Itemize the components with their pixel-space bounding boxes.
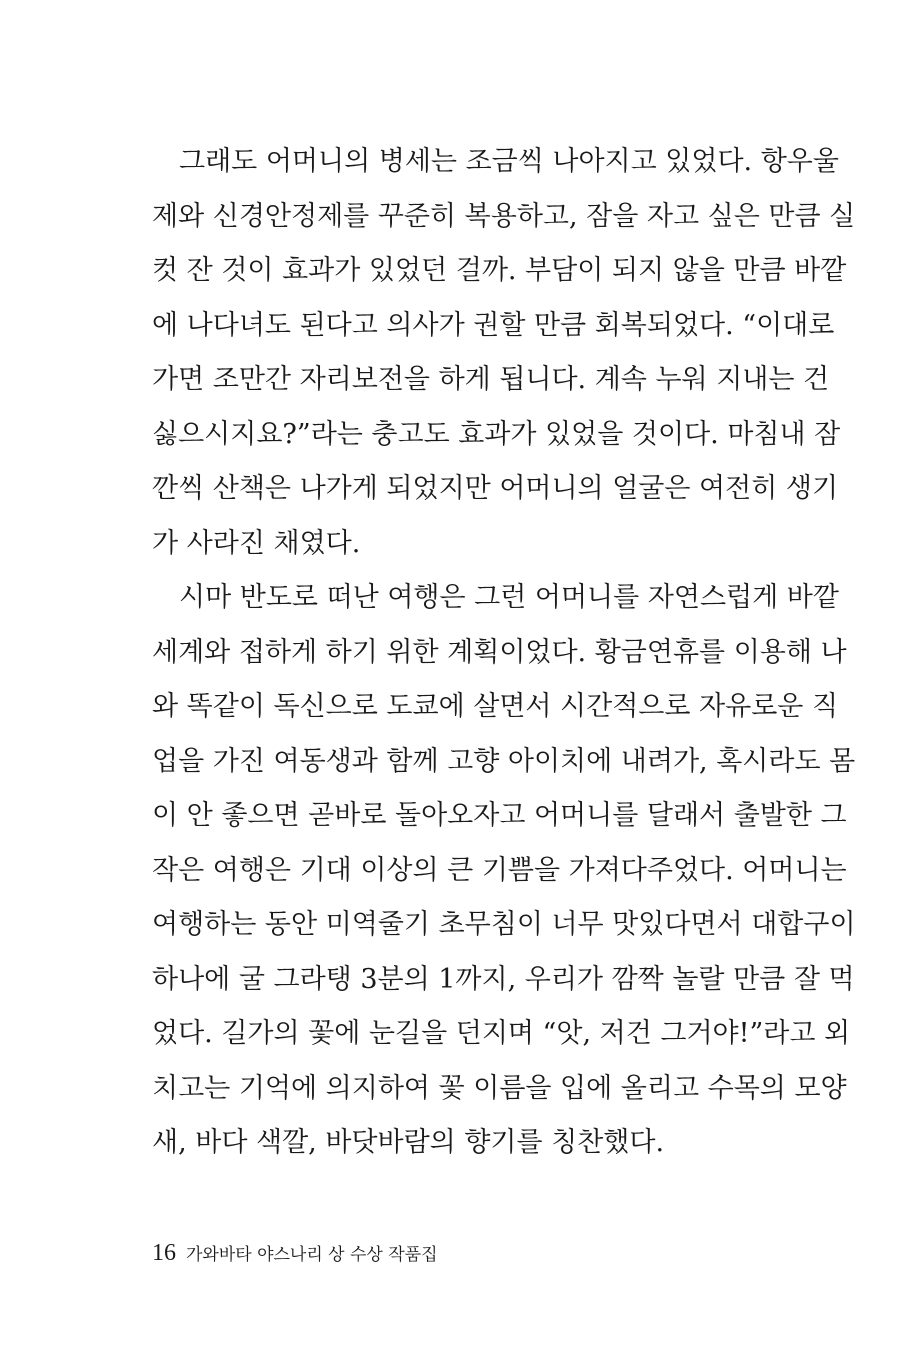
text-line: 하나에 굴 그라탱 3분의 1까지, 우리가 깜짝 놀랄 만큼 잘 먹 (152, 963, 855, 995)
page-footer (152, 1240, 438, 1267)
text-line: 깐씩 산책은 나가게 되었지만 어머니의 얼굴은 여전히 생기 (152, 473, 839, 504)
page-number: 16 (152, 1240, 176, 1266)
text-line: 이 안 좋으면 곧바로 돌아오자고 어머니를 달래서 출발한 그 (152, 800, 847, 831)
text-line: 싫으시지요?”라는 충고도 효과가 있었을 것이다. 마침내 잠 (152, 418, 841, 450)
text-line: 에 나다녀도 된다고 의사가 권할 만큼 회복되었다. “이대로 (152, 309, 835, 341)
text-line: 세계와 접하게 하기 위한 계획이었다. 황금연휴를 이용해 나 (152, 636, 847, 668)
text-line: 제와 신경안정제를 꾸준히 복용하고, 잠을 자고 싶은 만큼 실 (152, 200, 856, 232)
text-line: 여행하는 동안 미역줄기 초무침이 너무 맛있다면서 대합구이 (152, 909, 856, 940)
text-line: 가 사라진 채였다. (152, 527, 361, 559)
body-text (152, 138, 856, 1174)
text-line: 컷 잔 것이 효과가 있었던 걸까. 부담이 되지 않을 만큼 바깥 (152, 255, 847, 286)
text-line: 었다. 길가의 꽃에 눈길을 던지며 “앗, 저건 그거야!”라고 외 (152, 1018, 851, 1049)
text-line: 새, 바다 색깔, 바닷바람의 향기를 칭찬했다. (152, 1127, 665, 1158)
text-line: 와 똑같이 독신으로 도쿄에 살면서 시간적으로 자유로운 직 (152, 691, 839, 722)
text-line: 가면 조만간 자리보전을 하게 됩니다. 계속 누워 지내는 건 (152, 364, 830, 395)
text-line: 업을 가진 여동생과 함께 고향 아이치에 내려가, 혹시라도 몸 (152, 745, 856, 777)
text-line: 그래도 어머니의 병세는 조금씩 나아지고 있었다. 항우울 (179, 146, 839, 177)
text-line: 작은 여행은 기대 이상의 큰 기쁨을 가져다주었다. 어머니는 (152, 854, 847, 886)
running-title: 가와바타 야스나리 상 수상 작품집 (186, 1245, 438, 1265)
text-line: 시마 반도로 떠난 여행은 그런 어머니를 자연스럽게 바깥 (179, 582, 839, 613)
text-line: 치고는 기억에 의지하여 꽃 이름을 입에 올리고 수목의 모양 (152, 1072, 847, 1104)
